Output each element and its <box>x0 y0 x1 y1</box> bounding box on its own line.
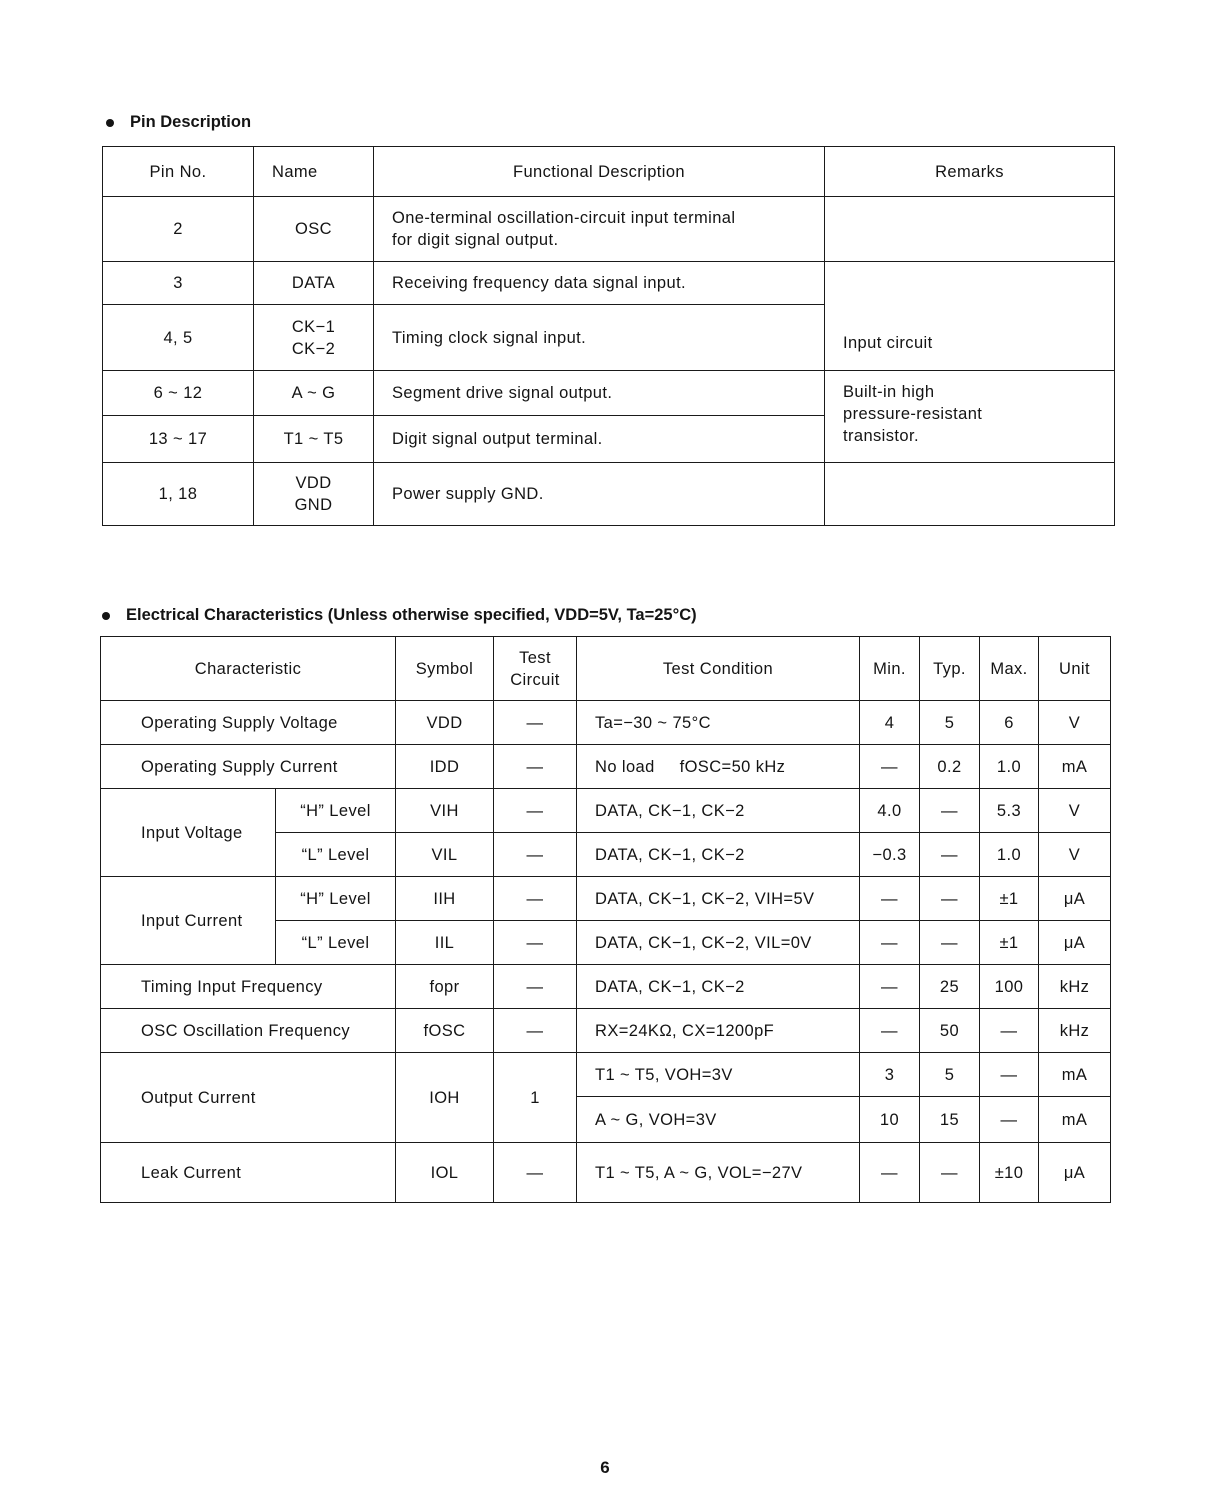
level-label: “L” Level <box>276 833 396 877</box>
level-label: “H” Level <box>276 789 396 833</box>
pin-name: DATA <box>254 262 374 305</box>
max-cell: — <box>980 1053 1039 1097</box>
page-number: 6 <box>600 1458 610 1477</box>
unit-cell: kHz <box>1039 965 1111 1009</box>
table-row <box>101 745 1111 789</box>
typ-cell: — <box>920 877 980 921</box>
min-cell: — <box>860 921 920 965</box>
header-min: Min. <box>860 637 920 701</box>
characteristic-label: Input Current <box>101 877 276 965</box>
table-header-row <box>103 147 1115 197</box>
test-circuit-cell: — <box>494 1143 577 1203</box>
pin-number: 2 <box>103 197 254 262</box>
pin-name: VDD GND <box>254 463 374 526</box>
pin-description-heading <box>106 113 251 132</box>
unit-cell: V <box>1039 701 1111 745</box>
unit-cell: mA <box>1039 1053 1111 1097</box>
header-symbol: Symbol <box>396 637 494 701</box>
test-condition-cell: A ~ G, VOH=3V <box>577 1097 860 1143</box>
test-circuit-cell: — <box>494 965 577 1009</box>
typ-cell: — <box>920 1143 980 1203</box>
remarks-cell <box>825 262 1115 371</box>
typ-cell: 25 <box>920 965 980 1009</box>
header-typ: Typ. <box>920 637 980 701</box>
remarks-cell <box>825 463 1115 526</box>
header-characteristic: Characteristic <box>101 637 396 701</box>
header-max: Max. <box>980 637 1039 701</box>
unit-cell: mA <box>1039 1097 1111 1143</box>
test-condition-cell: DATA, CK−1, CK−2, VIL=0V <box>577 921 860 965</box>
level-label: “H” Level <box>276 877 396 921</box>
pin-description-table <box>102 146 1115 526</box>
test-circuit-cell: — <box>494 921 577 965</box>
symbol-cell: IDD <box>396 745 494 789</box>
test-circuit-cell: 1 <box>494 1053 577 1143</box>
pin-description: Segment drive signal output. <box>374 371 825 416</box>
header-test-condition: Test Condition <box>577 637 860 701</box>
max-cell: 100 <box>980 965 1039 1009</box>
test-circuit-cell: — <box>494 701 577 745</box>
min-cell: 4.0 <box>860 789 920 833</box>
test-circuit-cell: — <box>494 833 577 877</box>
test-circuit-cell: — <box>494 877 577 921</box>
characteristic-label: Output Current <box>101 1053 396 1143</box>
min-cell: −0.3 <box>860 833 920 877</box>
pin-name: A ~ G <box>254 371 374 416</box>
table-row <box>103 463 1115 526</box>
characteristic-label: Timing Input Frequency <box>101 965 396 1009</box>
remarks-cell <box>825 197 1115 262</box>
symbol-cell: VIH <box>396 789 494 833</box>
max-cell: — <box>980 1009 1039 1053</box>
bullet-icon <box>102 612 110 620</box>
min-cell: — <box>860 1143 920 1203</box>
pin-description-title: Pin Description <box>130 113 252 131</box>
typ-cell: 5 <box>920 1053 980 1097</box>
table-row <box>103 262 1115 305</box>
electrical-characteristics-title: Electrical Characteristics (Unless otherwise specified, VDD=5V, Ta=25°C) <box>126 606 697 624</box>
unit-cell: V <box>1039 833 1111 877</box>
unit-cell: μA <box>1039 877 1111 921</box>
pin-name: OSC <box>254 197 374 262</box>
characteristic-label: Operating Supply Current <box>101 745 396 789</box>
header-unit: Unit <box>1039 637 1111 701</box>
characteristic-label: OSC Oscillation Frequency <box>101 1009 396 1053</box>
pin-number: 1, 18 <box>103 463 254 526</box>
header-remarks: Remarks <box>825 147 1115 197</box>
min-cell: 4 <box>860 701 920 745</box>
symbol-cell: VDD <box>396 701 494 745</box>
characteristic-label: Leak Current <box>101 1143 396 1203</box>
min-cell: 10 <box>860 1097 920 1143</box>
table-row <box>103 197 1115 262</box>
pin-description: Digit signal output terminal. <box>374 416 825 463</box>
electrical-characteristics-heading <box>102 606 697 625</box>
pin-number: 4, 5 <box>103 305 254 371</box>
electrical-characteristics-table <box>100 636 1111 1203</box>
table-row <box>103 371 1115 416</box>
table-row <box>101 1143 1111 1203</box>
pin-name: CK−1 CK−2 <box>254 305 374 371</box>
min-cell: — <box>860 1009 920 1053</box>
min-cell: 3 <box>860 1053 920 1097</box>
max-cell: ±10 <box>980 1143 1039 1203</box>
pin-description: Receiving frequency data signal input. <box>374 262 825 305</box>
min-cell: — <box>860 965 920 1009</box>
typ-cell: 50 <box>920 1009 980 1053</box>
min-cell: — <box>860 877 920 921</box>
table-row <box>101 701 1111 745</box>
pin-number: 3 <box>103 262 254 305</box>
pin-description: One-terminal oscillation-circuit input terminal for digit signal output. <box>374 197 825 262</box>
unit-cell: kHz <box>1039 1009 1111 1053</box>
test-condition-cell: DATA, CK−1, CK−2 <box>577 965 860 1009</box>
symbol-cell: IIH <box>396 877 494 921</box>
test-circuit-cell: — <box>494 789 577 833</box>
header-name: Name <box>254 147 374 197</box>
header-functional-description: Functional Description <box>374 147 825 197</box>
test-condition-cell: T1 ~ T5, VOH=3V <box>577 1053 860 1097</box>
test-condition-cell: DATA, CK−1, CK−2 <box>577 789 860 833</box>
unit-cell: V <box>1039 789 1111 833</box>
pin-number: 6 ~ 12 <box>103 371 254 416</box>
unit-cell: μA <box>1039 921 1111 965</box>
test-condition-cell: Ta=−30 ~ 75°C <box>577 701 860 745</box>
table-row <box>101 877 1111 921</box>
remarks-input-circuit: Input circuit <box>843 334 933 352</box>
bullet-icon <box>106 119 114 127</box>
max-cell: 6 <box>980 701 1039 745</box>
typ-cell: — <box>920 833 980 877</box>
test-circuit-cell: — <box>494 1009 577 1053</box>
symbol-cell: IIL <box>396 921 494 965</box>
test-condition-cell: RX=24KΩ, CX=1200pF <box>577 1009 860 1053</box>
max-cell: 5.3 <box>980 789 1039 833</box>
typ-cell: 15 <box>920 1097 980 1143</box>
pin-description: Timing clock signal input. <box>374 305 825 371</box>
max-cell: 1.0 <box>980 745 1039 789</box>
level-label: “L” Level <box>276 921 396 965</box>
typ-cell: 5 <box>920 701 980 745</box>
pin-number: 13 ~ 17 <box>103 416 254 463</box>
table-row <box>101 789 1111 833</box>
table-row <box>101 1009 1111 1053</box>
test-condition-cell: DATA, CK−1, CK−2 <box>577 833 860 877</box>
test-condition-cell: T1 ~ T5, A ~ G, VOL=−27V <box>577 1143 860 1203</box>
unit-cell: μA <box>1039 1143 1111 1203</box>
remarks-cell: Built-in high pressure-resistant transistor. <box>825 371 1115 463</box>
pin-name: T1 ~ T5 <box>254 416 374 463</box>
test-condition-cell: DATA, CK−1, CK−2, VIH=5V <box>577 877 860 921</box>
symbol-cell: fOSC <box>396 1009 494 1053</box>
symbol-cell: IOH <box>396 1053 494 1143</box>
table-header-row <box>101 637 1111 701</box>
characteristic-label: Operating Supply Voltage <box>101 701 396 745</box>
min-cell: — <box>860 745 920 789</box>
symbol-cell: fopr <box>396 965 494 1009</box>
characteristic-label: Input Voltage <box>101 789 276 877</box>
pin-description: Power supply GND. <box>374 463 825 526</box>
header-pin-no: Pin No. <box>103 147 254 197</box>
table-row <box>101 1053 1111 1097</box>
typ-cell: — <box>920 789 980 833</box>
max-cell: — <box>980 1097 1039 1143</box>
unit-cell: mA <box>1039 745 1111 789</box>
header-test-circuit: Test Circuit <box>494 637 577 701</box>
typ-cell: 0.2 <box>920 745 980 789</box>
symbol-cell: IOL <box>396 1143 494 1203</box>
test-circuit-cell: — <box>494 745 577 789</box>
test-condition-cell: No load fOSC=50 kHz <box>577 745 860 789</box>
symbol-cell: VIL <box>396 833 494 877</box>
max-cell: ±1 <box>980 921 1039 965</box>
typ-cell: — <box>920 921 980 965</box>
max-cell: ±1 <box>980 877 1039 921</box>
max-cell: 1.0 <box>980 833 1039 877</box>
table-row <box>101 965 1111 1009</box>
